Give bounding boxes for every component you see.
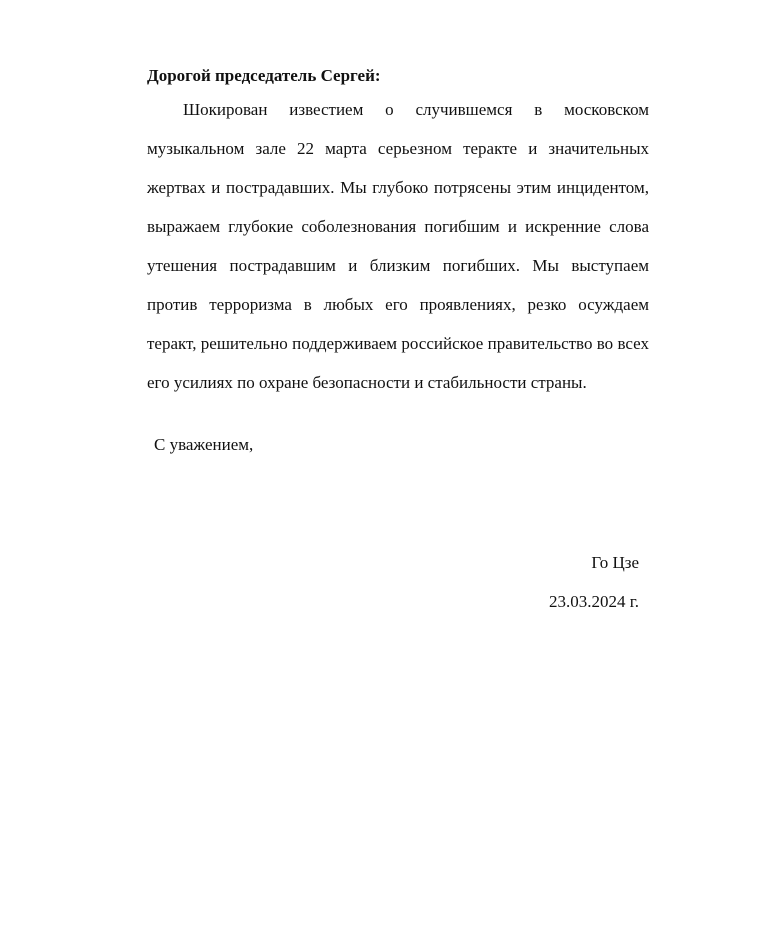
- letter-closing: С уважением,: [154, 435, 254, 454]
- signer-name: Го Цзе: [591, 553, 639, 572]
- letter-content: [147, 64, 649, 457]
- letter-date: 23.03.2024 г.: [548, 592, 639, 611]
- letter-body: Шокирован известием о случившемся в московском музыкальном зале 22 марта серьезном теракте и значительных жертвах и пострадавших. Мы глубоко потрясены этим инцидентом, выражаем глубокие соболезнования погибшим и искренние слова утешения пострадавшим и близким погибших. Мы выступаем против терроризма в любых его проявлениях, резко осуждаем теракт, решительно поддерживаем российское правительство во всех его усилиях по охране безопасности и стабильности страны.: [147, 100, 649, 392]
- letter-salutation: Дорогой председатель Сергей:: [147, 66, 381, 85]
